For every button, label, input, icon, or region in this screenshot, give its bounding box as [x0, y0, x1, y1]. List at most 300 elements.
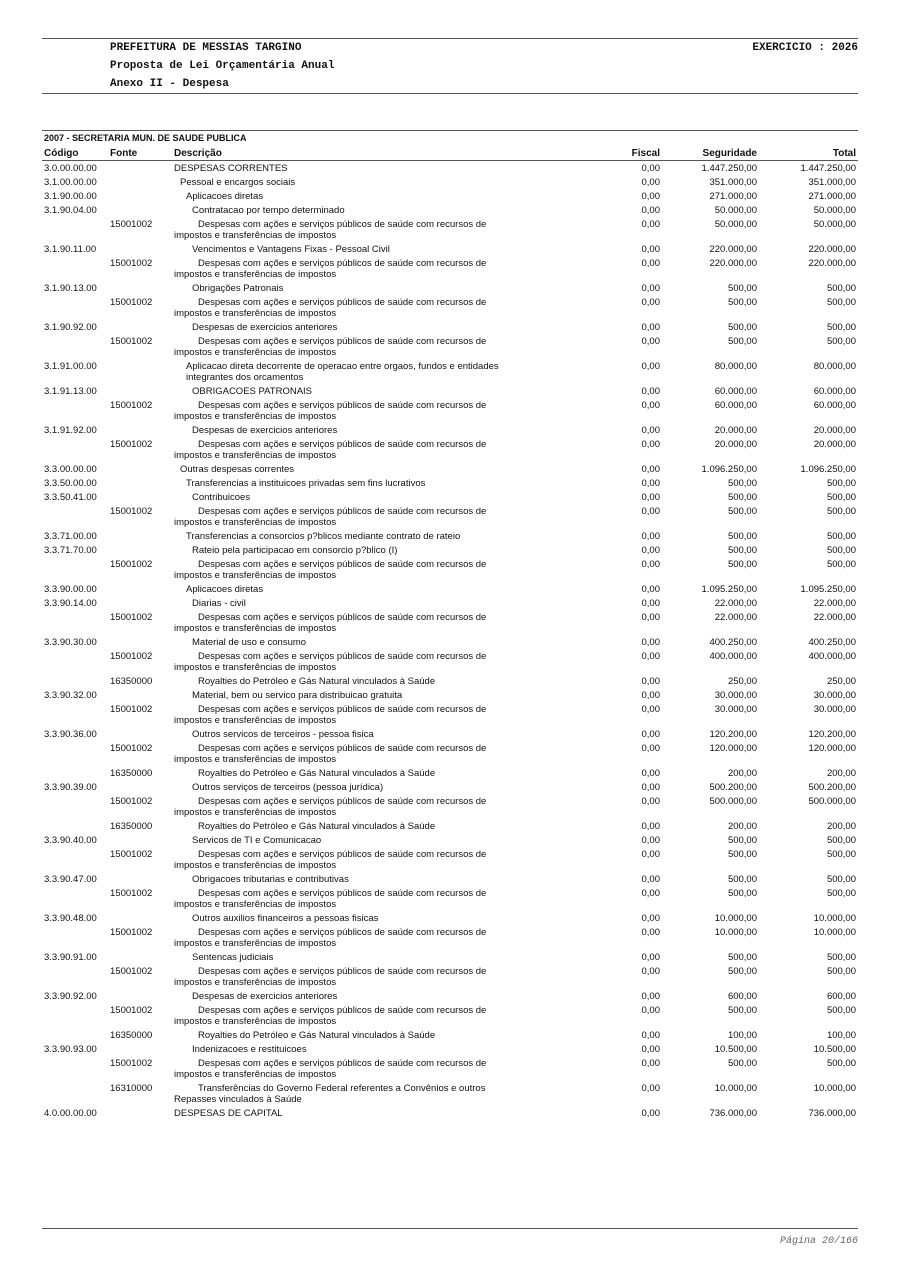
- table-header-rule: [42, 160, 858, 161]
- row-description: Despesas com ações e serviços públicos de saúde com recursos de impostos e transferências de impostos: [174, 888, 487, 910]
- column-fiscal: Fiscal: [631, 148, 660, 159]
- account-row: [0, 544, 900, 558]
- row-code: 3.3.90.39.00: [44, 782, 97, 793]
- row-code: 3.3.50.41.00: [44, 492, 97, 503]
- row-seguridade: 120.000,00: [709, 743, 757, 754]
- row-code: 3.1.90.00.00: [44, 191, 97, 202]
- account-row: [0, 951, 900, 965]
- row-total: 220.000,00: [808, 244, 856, 255]
- row-description: Vencimentos e Vantagens Fixas - Pessoal Civil: [192, 244, 390, 255]
- row-fiscal: 0,00: [641, 1044, 660, 1055]
- row-seguridade: 10.500,00: [714, 1044, 757, 1055]
- row-fonte: 15001002: [110, 704, 153, 715]
- fonte-row: [0, 218, 900, 243]
- row-fonte: 15001002: [110, 796, 153, 807]
- fonte-row: [0, 1082, 900, 1107]
- row-fiscal: 0,00: [641, 219, 660, 230]
- row-description: Despesas de exercicios anteriores: [192, 991, 338, 1002]
- row-seguridade: 500,00: [727, 849, 757, 860]
- fonte-row: [0, 399, 900, 424]
- row-description: Royalties do Petróleo e Gás Natural vinculados à Saúde: [198, 768, 436, 779]
- row-total: 500.000,00: [808, 796, 856, 807]
- row-fiscal: 0,00: [641, 927, 660, 938]
- fonte-row: [0, 742, 900, 767]
- row-description: Despesas com ações e serviços públicos de saúde com recursos de impostos e transferências de impostos: [174, 927, 487, 949]
- fonte-row: [0, 848, 900, 873]
- row-fiscal: 0,00: [641, 768, 660, 779]
- row-seguridade: 500,00: [727, 874, 757, 885]
- row-total: 500,00: [826, 888, 856, 899]
- row-total: 500,00: [826, 492, 856, 503]
- account-row: [0, 321, 900, 335]
- row-fiscal: 0,00: [641, 729, 660, 740]
- row-code: 3.3.90.14.00: [44, 598, 97, 609]
- row-total: 500,00: [826, 952, 856, 963]
- account-row: [0, 190, 900, 204]
- header-bottom-rule: [42, 93, 858, 94]
- row-code: 3.3.90.91.00: [44, 952, 97, 963]
- row-code: 4.0.00.00.00: [44, 1108, 97, 1119]
- row-description: Diarias - civil: [192, 598, 246, 609]
- row-total: 10.000,00: [813, 927, 856, 938]
- row-fiscal: 0,00: [641, 425, 660, 436]
- account-row: [0, 176, 900, 190]
- account-row: [0, 491, 900, 505]
- row-fiscal: 0,00: [641, 952, 660, 963]
- row-description: Royalties do Petróleo e Gás Natural vinculados à Saúde: [198, 821, 436, 832]
- row-total: 500,00: [826, 545, 856, 556]
- row-fiscal: 0,00: [641, 478, 660, 489]
- row-seguridade: 200,00: [727, 821, 757, 832]
- row-total: 500,00: [826, 506, 856, 517]
- row-description: Aplicacao direta decorrente de operacao entre orgaos, fundos e entidades integrantes dos orcamentos: [186, 361, 499, 383]
- row-fonte: 15001002: [110, 743, 153, 754]
- page-number: Página 20/166: [779, 1236, 858, 1247]
- row-code: 3.3.90.48.00: [44, 913, 97, 924]
- row-total: 500,00: [826, 835, 856, 846]
- row-code: 3.3.90.93.00: [44, 1044, 97, 1055]
- row-seguridade: 500.200,00: [709, 782, 757, 793]
- row-description: Despesas com ações e serviços públicos de saúde com recursos de impostos e transferências de impostos: [174, 966, 487, 988]
- row-seguridade: 500,00: [727, 492, 757, 503]
- row-fiscal: 0,00: [641, 796, 660, 807]
- row-seguridade: 736.000,00: [709, 1108, 757, 1119]
- row-total: 22.000,00: [813, 612, 856, 623]
- row-fiscal: 0,00: [641, 1083, 660, 1094]
- row-total: 1.095.250,00: [800, 584, 856, 595]
- section-title: 2007 - SECRETARIA MUN. DE SAUDE PUBLICA: [44, 133, 247, 143]
- row-description: Despesas com ações e serviços públicos de saúde com recursos de impostos e transferências de impostos: [174, 849, 487, 871]
- row-code: 3.1.90.13.00: [44, 283, 97, 294]
- row-fiscal: 0,00: [641, 177, 660, 188]
- row-description: DESPESAS CORRENTES: [174, 163, 288, 174]
- row-description: Contribuicoes: [192, 492, 251, 503]
- row-description: Despesas de exercicios anteriores: [192, 322, 338, 333]
- row-description: Pessoal e encargos sociais: [180, 177, 296, 188]
- row-fonte: 16350000: [110, 1030, 153, 1041]
- row-total: 500,00: [826, 1005, 856, 1016]
- row-description: Despesas com ações e serviços públicos de saúde com recursos de impostos e transferências de impostos: [174, 612, 487, 634]
- row-seguridade: 100,00: [727, 1030, 757, 1041]
- row-code: 3.1.90.92.00: [44, 322, 97, 333]
- row-code: 3.3.71.70.00: [44, 545, 97, 556]
- row-seguridade: 10.000,00: [714, 927, 757, 938]
- row-total: 250,00: [826, 676, 856, 687]
- column-seguridade: Seguridade: [702, 148, 757, 159]
- account-row: [0, 636, 900, 650]
- row-fiscal: 0,00: [641, 612, 660, 623]
- row-fiscal: 0,00: [641, 584, 660, 595]
- row-description: Sentencas judiciais: [192, 952, 274, 963]
- row-total: 500,00: [826, 283, 856, 294]
- expense-table-body: [0, 162, 900, 1121]
- row-seguridade: 500,00: [727, 545, 757, 556]
- column-descricao: Descrição: [174, 148, 222, 159]
- account-row: [0, 689, 900, 703]
- row-description: Outros auxilios financeiros a pessoas fisicas: [192, 913, 379, 924]
- row-fiscal: 0,00: [641, 991, 660, 1002]
- row-seguridade: 400.250,00: [709, 637, 757, 648]
- row-seguridade: 500,00: [727, 966, 757, 977]
- row-fonte: 15001002: [110, 1058, 153, 1069]
- row-total: 120.000,00: [808, 743, 856, 754]
- row-seguridade: 30.000,00: [714, 704, 757, 715]
- fonte-row: [0, 650, 900, 675]
- row-code: 3.3.00.00.00: [44, 464, 97, 475]
- row-seguridade: 50.000,00: [714, 219, 757, 230]
- row-total: 10.000,00: [813, 1083, 856, 1094]
- row-description: Despesas de exercicios anteriores: [192, 425, 338, 436]
- account-row: [0, 360, 900, 385]
- row-seguridade: 20.000,00: [714, 425, 757, 436]
- row-description: Despesas com ações e serviços públicos de saúde com recursos de impostos e transferências de impostos: [174, 559, 487, 581]
- row-description: Royalties do Petróleo e Gás Natural vinculados à Saúde: [198, 1030, 436, 1041]
- fonte-row: [0, 296, 900, 321]
- row-description: Despesas com ações e serviços públicos de saúde com recursos de impostos e transferências de impostos: [174, 258, 487, 280]
- row-total: 10.000,00: [813, 913, 856, 924]
- row-description: Outros serviços de terceiros (pessoa jurídica): [192, 782, 384, 793]
- fonte-row: [0, 965, 900, 990]
- row-total: 30.000,00: [813, 704, 856, 715]
- account-row: [0, 583, 900, 597]
- row-seguridade: 60.000,00: [714, 386, 757, 397]
- fonte-row: [0, 505, 900, 530]
- row-description: Despesas com ações e serviços públicos de saúde com recursos de impostos e transferências de impostos: [174, 1058, 487, 1080]
- row-fiscal: 0,00: [641, 966, 660, 977]
- row-seguridade: 400.000,00: [709, 651, 757, 662]
- row-fonte: 15001002: [110, 258, 153, 269]
- row-total: 500,00: [826, 297, 856, 308]
- row-fiscal: 0,00: [641, 163, 660, 174]
- row-fiscal: 0,00: [641, 400, 660, 411]
- account-row: [0, 781, 900, 795]
- account-row: [0, 834, 900, 848]
- row-description: DESPESAS DE CAPITAL: [174, 1108, 283, 1119]
- row-seguridade: 220.000,00: [709, 258, 757, 269]
- fonte-row: [0, 611, 900, 636]
- fonte-row: [0, 558, 900, 583]
- account-row: [0, 477, 900, 491]
- row-total: 400.250,00: [808, 637, 856, 648]
- row-seguridade: 1.096.250,00: [701, 464, 757, 475]
- row-seguridade: 500,00: [727, 336, 757, 347]
- row-total: 20.000,00: [813, 439, 856, 450]
- row-fonte: 16350000: [110, 821, 153, 832]
- row-fiscal: 0,00: [641, 531, 660, 542]
- row-total: 10.500,00: [813, 1044, 856, 1055]
- row-fiscal: 0,00: [641, 559, 660, 570]
- row-seguridade: 500,00: [727, 835, 757, 846]
- row-description: Aplicacoes diretas: [186, 191, 264, 202]
- fonte-row: [0, 703, 900, 728]
- fonte-row: [0, 926, 900, 951]
- row-code: 3.1.91.13.00: [44, 386, 97, 397]
- row-total: 500,00: [826, 966, 856, 977]
- account-row: [0, 162, 900, 176]
- row-fonte: 15001002: [110, 506, 153, 517]
- row-total: 80.000,00: [813, 361, 856, 372]
- row-total: 600,00: [826, 991, 856, 1002]
- row-description: Despesas com ações e serviços públicos de saúde com recursos de impostos e transferências de impostos: [174, 336, 487, 358]
- row-seguridade: 600,00: [727, 991, 757, 1002]
- row-description: Transferencias a instituicoes privadas sem fins lucrativos: [186, 478, 426, 489]
- row-total: 120.200,00: [808, 729, 856, 740]
- row-seguridade: 500,00: [727, 531, 757, 542]
- row-fiscal: 0,00: [641, 821, 660, 832]
- row-description: Obrigações Patronais: [192, 283, 284, 294]
- row-total: 500,00: [826, 1058, 856, 1069]
- row-fonte: 15001002: [110, 612, 153, 623]
- row-description: Obrigacoes tributarias e contributivas: [192, 874, 349, 885]
- row-code: 3.1.90.04.00: [44, 205, 97, 216]
- row-total: 500,00: [826, 322, 856, 333]
- row-description: Material de uso e consumo: [192, 637, 307, 648]
- row-fiscal: 0,00: [641, 1108, 660, 1119]
- row-total: 20.000,00: [813, 425, 856, 436]
- row-fiscal: 0,00: [641, 386, 660, 397]
- row-description: Despesas com ações e serviços públicos de saúde com recursos de impostos e transferências de impostos: [174, 743, 487, 765]
- row-fonte: 15001002: [110, 219, 153, 230]
- account-row: [0, 243, 900, 257]
- fonte-row: [0, 1029, 900, 1043]
- municipality-title: PREFEITURA DE MESSIAS TARGINO: [110, 42, 302, 54]
- row-fiscal: 0,00: [641, 244, 660, 255]
- row-total: 60.000,00: [813, 386, 856, 397]
- account-row: [0, 385, 900, 399]
- row-fiscal: 0,00: [641, 492, 660, 503]
- row-fonte: 16350000: [110, 768, 153, 779]
- row-code: 3.1.00.00.00: [44, 177, 97, 188]
- row-total: 500,00: [826, 336, 856, 347]
- row-fiscal: 0,00: [641, 336, 660, 347]
- fonte-row: [0, 335, 900, 360]
- row-fiscal: 0,00: [641, 835, 660, 846]
- account-row: [0, 204, 900, 218]
- fonte-row: [0, 1057, 900, 1082]
- row-fiscal: 0,00: [641, 545, 660, 556]
- row-fiscal: 0,00: [641, 690, 660, 701]
- row-seguridade: 50.000,00: [714, 205, 757, 216]
- row-seguridade: 500,00: [727, 1058, 757, 1069]
- row-description: Despesas com ações e serviços públicos de saúde com recursos de impostos e transferências de impostos: [174, 297, 487, 319]
- fonte-row: [0, 257, 900, 282]
- row-description: OBRIGACOES PATRONAIS: [192, 386, 313, 397]
- row-total: 60.000,00: [813, 400, 856, 411]
- row-fiscal: 0,00: [641, 464, 660, 475]
- row-fiscal: 0,00: [641, 191, 660, 202]
- row-seguridade: 10.000,00: [714, 1083, 757, 1094]
- row-seguridade: 22.000,00: [714, 612, 757, 623]
- row-fiscal: 0,00: [641, 283, 660, 294]
- row-code: 3.1.91.92.00: [44, 425, 97, 436]
- account-row: [0, 873, 900, 887]
- row-fiscal: 0,00: [641, 205, 660, 216]
- row-code: 3.0.00.00.00: [44, 163, 97, 174]
- row-seguridade: 500.000,00: [709, 796, 757, 807]
- row-fiscal: 0,00: [641, 1058, 660, 1069]
- row-total: 220.000,00: [808, 258, 856, 269]
- row-fonte: 15001002: [110, 888, 153, 899]
- row-code: 3.3.71.00.00: [44, 531, 97, 542]
- row-fonte: 16310000: [110, 1083, 153, 1094]
- row-fiscal: 0,00: [641, 361, 660, 372]
- row-fiscal: 0,00: [641, 743, 660, 754]
- row-description: Despesas com ações e serviços públicos de saúde com recursos de impostos e transferências de impostos: [174, 651, 487, 673]
- row-total: 736.000,00: [808, 1108, 856, 1119]
- account-row: [0, 990, 900, 1004]
- row-seguridade: 500,00: [727, 322, 757, 333]
- row-seguridade: 30.000,00: [714, 690, 757, 701]
- row-seguridade: 1.447.250,00: [701, 163, 757, 174]
- row-code: 3.1.90.11.00: [44, 244, 97, 255]
- row-seguridade: 200,00: [727, 768, 757, 779]
- row-description: Material, bem ou servico para distribuicao gratuita: [192, 690, 403, 701]
- top-rule: [42, 38, 858, 39]
- exercise-year: EXERCICIO : 2026: [752, 42, 858, 54]
- row-description: Despesas com ações e serviços públicos de saúde com recursos de impostos e transferências de impostos: [174, 704, 487, 726]
- row-fiscal: 0,00: [641, 888, 660, 899]
- fonte-row: [0, 438, 900, 463]
- footer-rule: [42, 1228, 858, 1229]
- row-seguridade: 351.000,00: [709, 177, 757, 188]
- row-code: 3.3.90.47.00: [44, 874, 97, 885]
- row-code: 3.3.90.32.00: [44, 690, 97, 701]
- row-seguridade: 500,00: [727, 283, 757, 294]
- row-total: 500,00: [826, 559, 856, 570]
- row-total: 271.000,00: [808, 191, 856, 202]
- row-description: Servicos de TI e Comunicacao: [192, 835, 322, 846]
- row-total: 200,00: [826, 768, 856, 779]
- document-subtitle: Proposta de Lei Orçamentária Anual: [110, 60, 335, 72]
- row-fonte: 15001002: [110, 336, 153, 347]
- row-description: Royalties do Petróleo e Gás Natural vinculados à Saúde: [198, 676, 436, 687]
- row-seguridade: 60.000,00: [714, 400, 757, 411]
- row-total: 500.200,00: [808, 782, 856, 793]
- row-total: 500,00: [826, 849, 856, 860]
- row-fiscal: 0,00: [641, 1030, 660, 1041]
- row-fiscal: 0,00: [641, 874, 660, 885]
- row-fonte: 15001002: [110, 966, 153, 977]
- row-fiscal: 0,00: [641, 598, 660, 609]
- row-total: 100,00: [826, 1030, 856, 1041]
- row-fiscal: 0,00: [641, 322, 660, 333]
- row-total: 400.000,00: [808, 651, 856, 662]
- row-description: Aplicacoes diretas: [186, 584, 264, 595]
- section-top-rule: [42, 130, 858, 131]
- row-fonte: 16350000: [110, 676, 153, 687]
- row-seguridade: 22.000,00: [714, 598, 757, 609]
- row-description: Despesas com ações e serviços públicos de saúde com recursos de impostos e transferências de impostos: [174, 796, 487, 818]
- row-seguridade: 500,00: [727, 297, 757, 308]
- row-fiscal: 0,00: [641, 782, 660, 793]
- row-seguridade: 500,00: [727, 952, 757, 963]
- row-fiscal: 0,00: [641, 651, 660, 662]
- row-fonte: 15001002: [110, 1005, 153, 1016]
- row-code: 3.3.90.00.00: [44, 584, 97, 595]
- fonte-row: [0, 767, 900, 781]
- row-code: 3.3.90.36.00: [44, 729, 97, 740]
- row-description: Rateio pela participacao em consorcio p?blico (I): [192, 545, 398, 556]
- row-total: 500,00: [826, 531, 856, 542]
- account-row: [0, 912, 900, 926]
- row-fiscal: 0,00: [641, 913, 660, 924]
- fonte-row: [0, 887, 900, 912]
- row-fiscal: 0,00: [641, 297, 660, 308]
- row-seguridade: 80.000,00: [714, 361, 757, 372]
- row-code: 3.3.50.00.00: [44, 478, 97, 489]
- row-seguridade: 500,00: [727, 478, 757, 489]
- row-description: Outras despesas correntes: [180, 464, 295, 475]
- row-fonte: 15001002: [110, 400, 153, 411]
- row-fiscal: 0,00: [641, 506, 660, 517]
- fonte-row: [0, 795, 900, 820]
- row-fiscal: 0,00: [641, 637, 660, 648]
- account-row: [0, 424, 900, 438]
- row-seguridade: 500,00: [727, 506, 757, 517]
- row-description: Despesas com ações e serviços públicos de saúde com recursos de impostos e transferências de impostos: [174, 439, 487, 461]
- row-description: Transferências do Governo Federal referentes a Convênios e outros Repasses vinculados à Saúde: [174, 1083, 486, 1105]
- row-seguridade: 20.000,00: [714, 439, 757, 450]
- row-seguridade: 10.000,00: [714, 913, 757, 924]
- row-fiscal: 0,00: [641, 439, 660, 450]
- row-seguridade: 271.000,00: [709, 191, 757, 202]
- account-row: [0, 1043, 900, 1057]
- column-codigo: Código: [44, 148, 79, 159]
- fonte-row: [0, 820, 900, 834]
- row-fonte: 15001002: [110, 439, 153, 450]
- row-description: Despesas com ações e serviços públicos de saúde com recursos de impostos e transferências de impostos: [174, 1005, 487, 1027]
- row-total: 22.000,00: [813, 598, 856, 609]
- row-fiscal: 0,00: [641, 1005, 660, 1016]
- row-code: 3.3.90.92.00: [44, 991, 97, 1002]
- row-seguridade: 120.200,00: [709, 729, 757, 740]
- row-fiscal: 0,00: [641, 676, 660, 687]
- row-seguridade: 500,00: [727, 559, 757, 570]
- annex-title: Anexo II - Despesa: [110, 78, 229, 90]
- account-row: [0, 1107, 900, 1121]
- row-description: Despesas com ações e serviços públicos de saúde com recursos de impostos e transferências de impostos: [174, 506, 487, 528]
- fonte-row: [0, 675, 900, 689]
- row-fonte: 15001002: [110, 849, 153, 860]
- row-seguridade: 1.095.250,00: [701, 584, 757, 595]
- row-fonte: 15001002: [110, 559, 153, 570]
- row-description: Contratacao por tempo determinado: [192, 205, 345, 216]
- row-description: Transferencias a consorcios p?blicos mediante contrato de rateio: [186, 531, 461, 542]
- row-fiscal: 0,00: [641, 704, 660, 715]
- column-total: Total: [832, 148, 856, 159]
- row-seguridade: 500,00: [727, 1005, 757, 1016]
- row-total: 500,00: [826, 874, 856, 885]
